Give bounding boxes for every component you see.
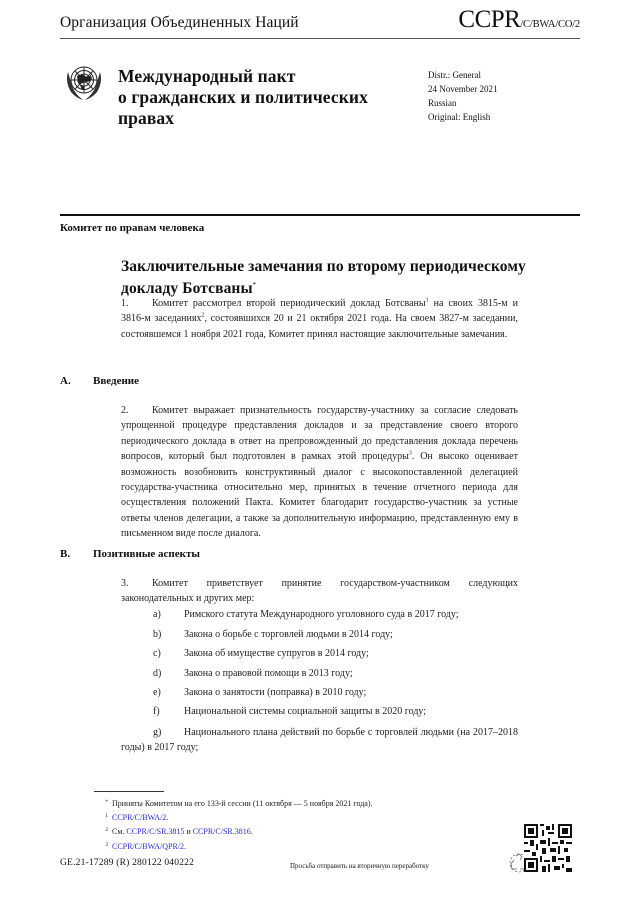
- document-symbol: [458, 6, 580, 34]
- list-label: g): [153, 727, 162, 738]
- footnote-divider: [94, 791, 164, 792]
- footnote-text: Приняты Комитетом на его 133-й сессии (11 октября — 5 ноября 2021 года).: [112, 799, 373, 808]
- list-label: f): [153, 706, 160, 717]
- list-label: a): [153, 609, 161, 620]
- distribution-type: Distr.: General: [428, 70, 481, 80]
- footnote-ref-3[interactable]: 3: [408, 450, 412, 457]
- footnotes: [94, 796, 373, 853]
- distribution-language: Russian: [428, 98, 457, 108]
- list-text: Закона о правовой помощи в 2013 году;: [184, 668, 353, 679]
- section-letter: B.: [60, 548, 71, 560]
- footnote-marker: 3: [105, 841, 108, 848]
- original-language: Original: English: [428, 112, 491, 122]
- list-text: Закона о занятости (поправка) в 2010 году;: [184, 687, 367, 698]
- section-heading-b: [60, 548, 200, 560]
- footnote-marker: 1: [105, 813, 108, 820]
- section-heading-a: [60, 375, 139, 387]
- treaty-title-line: Международный пакт: [118, 66, 296, 86]
- committee-name: Комитет по правам человека: [60, 222, 205, 234]
- footnote-2: [94, 824, 373, 838]
- paragraph-text: , состоявшихся 20 и 21 октября 2021 года. На своем 3827-м заседании, состоявшемся 1 ноября 2021 года, Комитет принял настоящие заключительные замечания.: [121, 313, 518, 340]
- section-letter: A.: [60, 375, 71, 387]
- footnote-link[interactable]: CCPR/C/SR.3816: [192, 827, 251, 837]
- list-label: b): [153, 629, 162, 640]
- list-label: e): [153, 687, 161, 698]
- footnote-text: См.: [112, 827, 127, 837]
- list-item: [153, 648, 518, 659]
- list-label: d): [153, 668, 162, 679]
- title-divider: [60, 214, 580, 216]
- list-item: [153, 687, 518, 698]
- list-text: Римского статута Международного уголовного суда в 2017 году;: [184, 609, 459, 620]
- distribution-block: [428, 68, 498, 124]
- paragraph-number: 1.: [121, 298, 129, 309]
- paragraph-text: Комитет рассмотрел второй периодический доклад Ботсваны: [152, 298, 426, 309]
- paragraph-3: [121, 576, 518, 607]
- list-text: Национального плана действий по борьбе с торговлей людьми (на 2017–2018 годы) в 2017 году;: [121, 727, 518, 754]
- list-item: [153, 706, 518, 717]
- list-text: Закона об имуществе супругов в 2014 году;: [184, 648, 369, 659]
- document-title: [121, 257, 541, 298]
- header-divider: [60, 38, 580, 39]
- footnote-3: [94, 839, 373, 853]
- paragraph-text: Комитет приветствует принятие государством-участником следующих законодательных и других мер:: [121, 578, 518, 605]
- footnote-link[interactable]: CCPR/C/BWA/2.: [112, 813, 169, 823]
- footnote-text: .: [250, 827, 253, 837]
- un-emblem-icon: [60, 58, 108, 106]
- paragraph-text: . Он высоко оценивает возможность возобновить конструктивный диалог с высокопоставленной делегацией государства-участника относительно мер, принятых в течение отчетного периода для осуществления положений Пакта. Комитет благодарит государство-участник за устные ответы членов делегации, а также за дополнительную информацию, представленную ему в письменном виде после диалога.: [121, 451, 518, 540]
- list-item: [121, 725, 518, 756]
- treaty-title: [118, 66, 368, 129]
- section-title: Введение: [93, 375, 140, 387]
- list-label: c): [153, 648, 161, 659]
- footnote-ref-2[interactable]: 2: [201, 313, 205, 320]
- organization-name: Организация Объединенных Наций: [60, 14, 299, 31]
- recycle-notice: Просьба отправить на вторичную переработку: [290, 862, 429, 870]
- footnote-link[interactable]: CCPR/C/SR.3815: [126, 827, 185, 837]
- symbol-suffix: /C/BWA/CO/2: [520, 19, 580, 30]
- job-number: GE.21-17289 (R) 280122 040222: [60, 858, 195, 868]
- symbol-main: CCPR: [458, 6, 521, 33]
- paragraph-number: 2.: [121, 405, 129, 416]
- list-text: Закона о борьбе с торговлей людьми в 2014 году;: [184, 629, 393, 640]
- paragraph-text: на своих 3815-м и 3816-м заседаниях: [121, 298, 519, 325]
- title-footnote-marker[interactable]: *: [252, 281, 257, 289]
- paragraph-text: Комитет выражает признательность государству-участнику за согласие следовать упрощенной процедуре представления докладов и за представление своего второго периодического доклада в ответ на препровожденный до представления доклада перечень вопросов, который был подготовлен в рамках этой процедуры: [121, 405, 518, 463]
- treaty-title-line: о гражданских и политических: [118, 87, 368, 107]
- footnote-marker: 2: [105, 827, 108, 834]
- paragraph-1: [121, 296, 518, 342]
- list-text: Национальной системы социальной защиты в 2020 году;: [184, 706, 427, 717]
- footnote-text: и: [184, 827, 193, 837]
- paragraph-2: [121, 403, 518, 542]
- distribution-date: 24 November 2021: [428, 84, 498, 94]
- list-item: [153, 629, 518, 640]
- document-title-text: Заключительные замечания по второму периодическому докладу Ботсваны: [121, 258, 526, 298]
- footnote-star: [94, 796, 373, 810]
- footnote-ref-1[interactable]: 1: [425, 297, 429, 304]
- footnote-marker: *: [105, 799, 108, 805]
- list-item: [153, 668, 518, 679]
- footnote-link[interactable]: CCPR/C/BWA/QPR/2.: [112, 841, 187, 851]
- treaty-title-line: правах: [118, 108, 175, 128]
- footnote-1: [94, 810, 373, 824]
- paragraph-number: 3.: [121, 578, 129, 589]
- section-title: Позитивные аспекты: [93, 548, 200, 560]
- qr-code-icon: [524, 824, 572, 872]
- list-item: [153, 609, 518, 620]
